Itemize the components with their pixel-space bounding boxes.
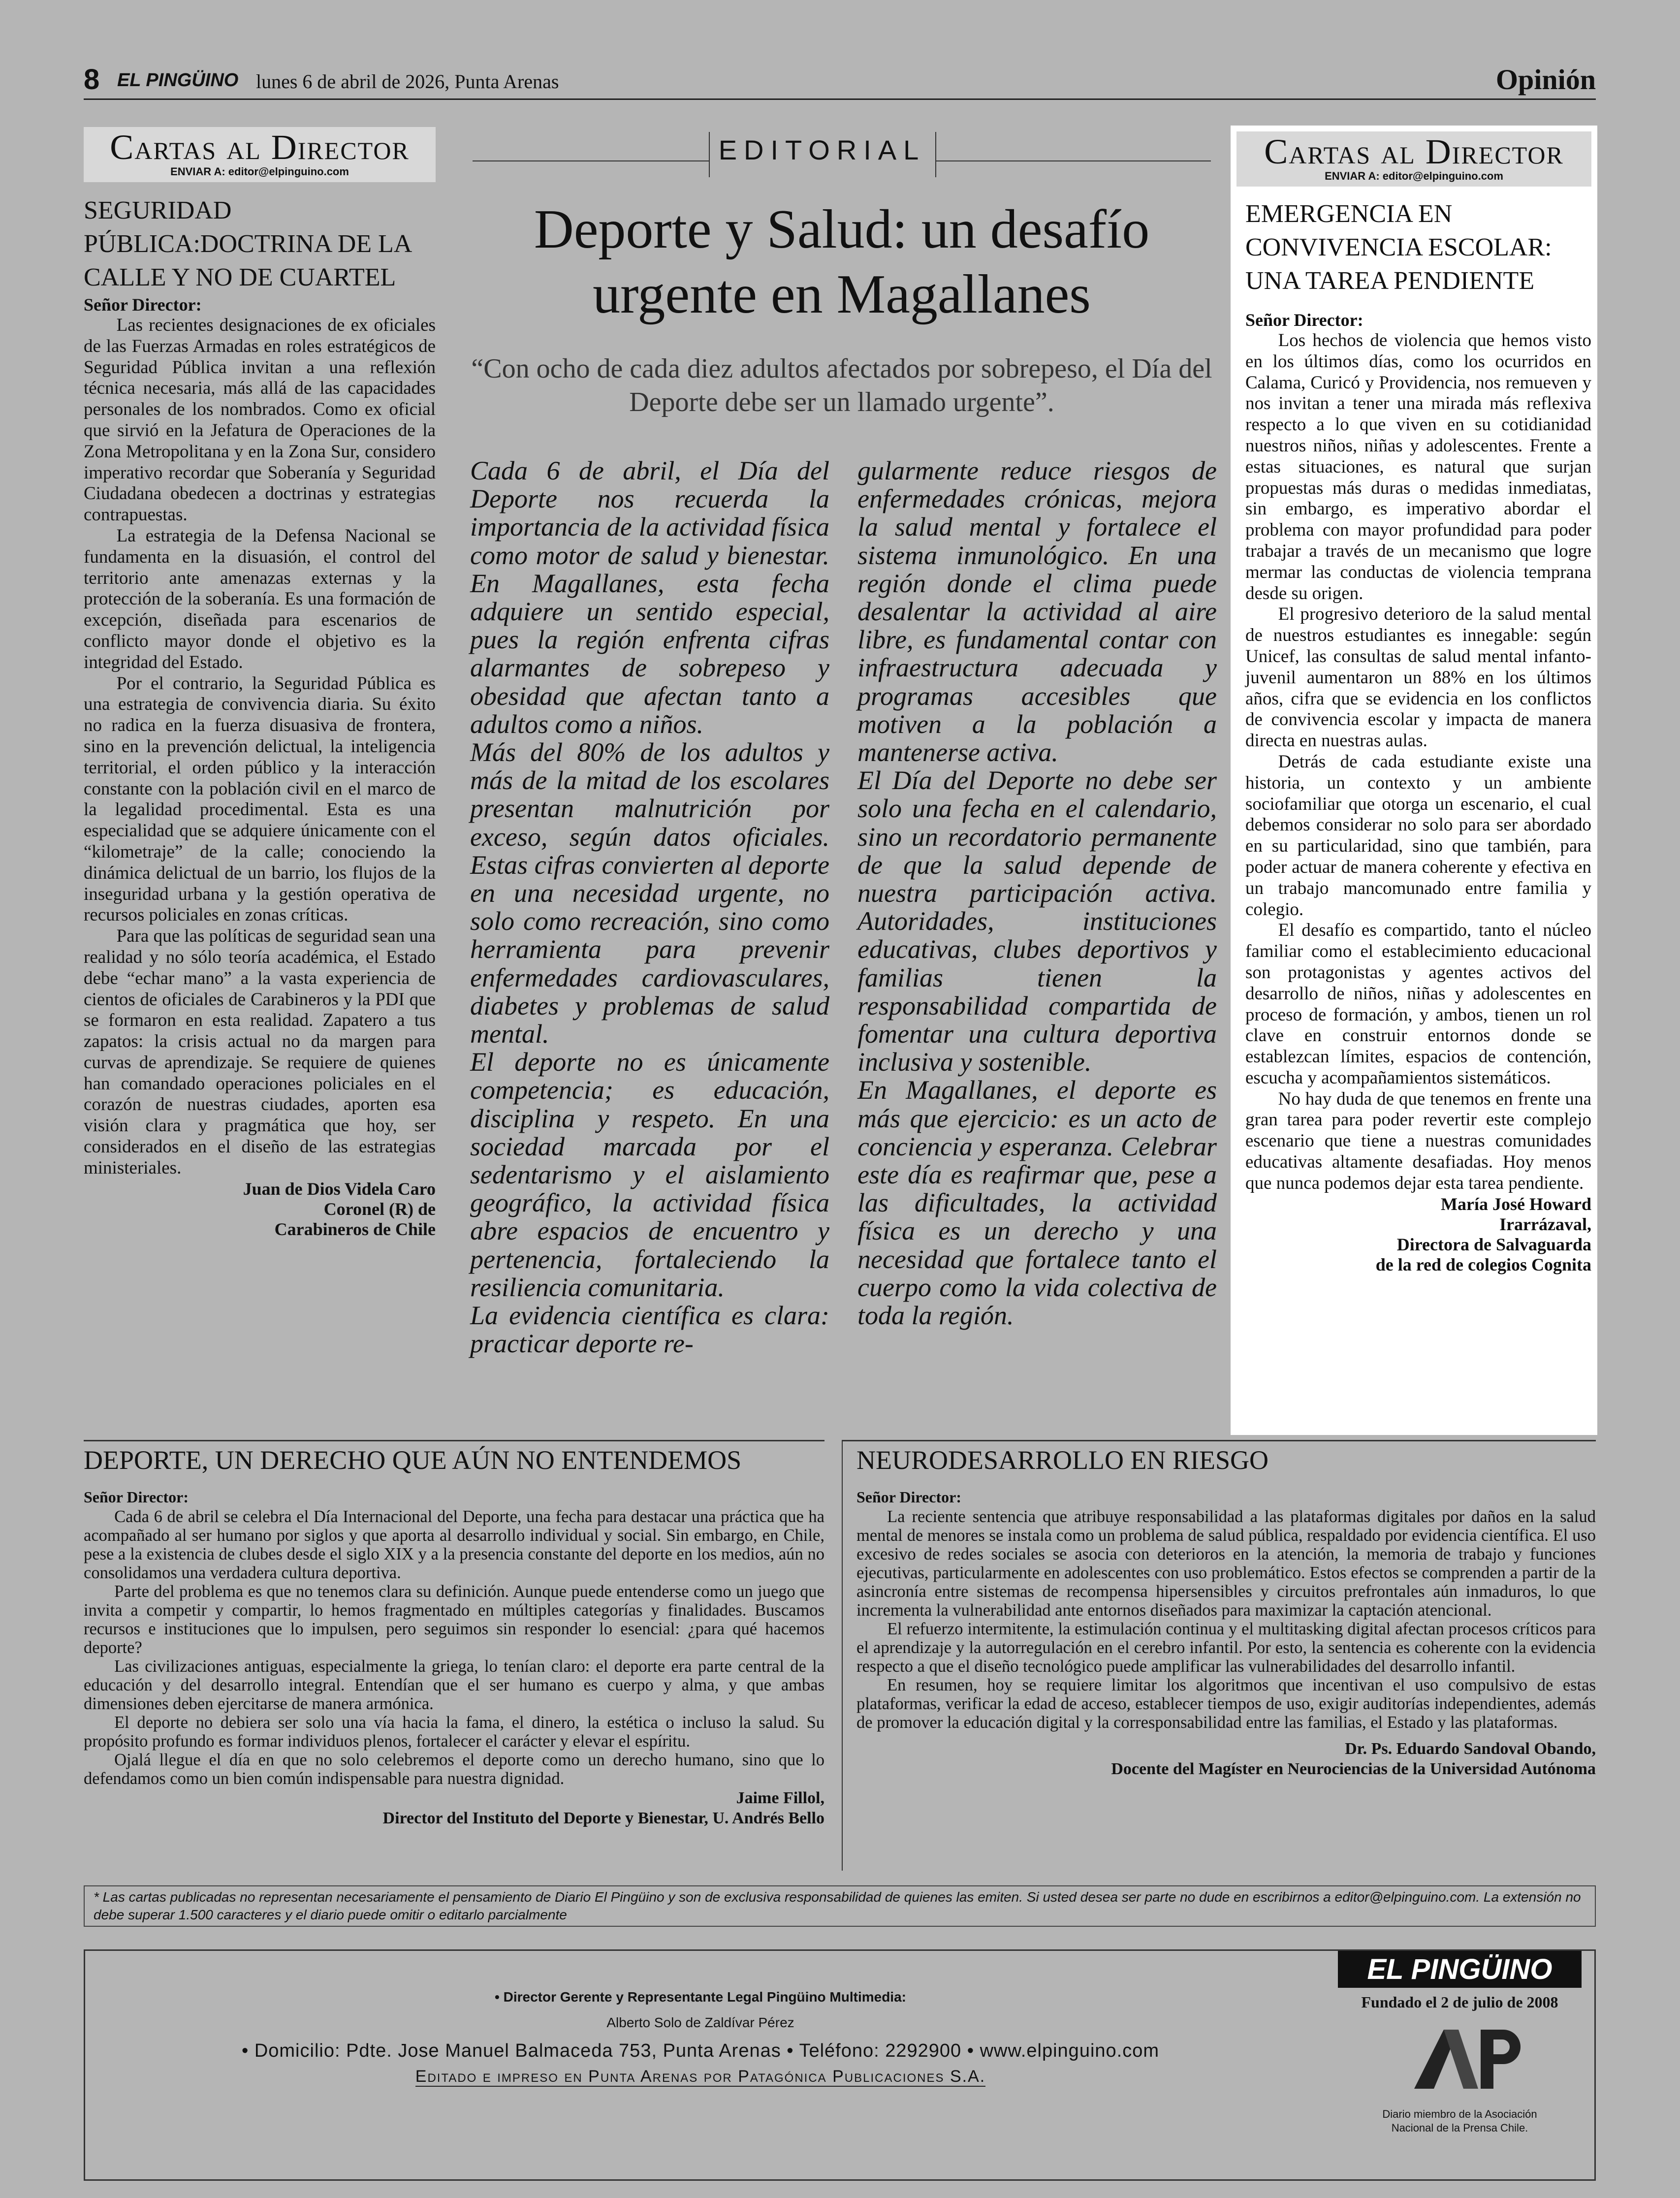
disclaimer: * Las cartas publicadas no representan necesariamente el pensamiento de Diario El Pingüino y son de exclusiva responsabilidad de quienes las emiten. Si usted desea ser parte no dude en escribirnos a editor@elpinguino.com. La extensión no debe superar 1.500 caracteres y el diario puede omitir o editarlo parcialmente — [84, 1885, 1596, 1927]
signature-line: Director del Instituto del Deporte y Bienestar, U. Andrés Bello — [382, 1809, 824, 1827]
paragraph: Cada 6 de abril se celebra el Día Internacional del Deporte, una fecha para destacar una práctica que ha acompañado al ser humano por siglos y que aporta al desarrollo individual y social. Sin embargo, en Chile, pese a la existencia de clubes desde el siglo XIX y a la presencia constante del deporte en los medios, aún no consolidamos una verdadera cultura deportiva. — [84, 1507, 824, 1582]
paragraph: Ojalá llegue el día en que no solo celebremos el deporte como un derecho humano, sino que lo defendamos como un bien común indispensable para nuestra dignidad. — [84, 1751, 824, 1788]
signature-line: Irarrázaval, — [1499, 1214, 1591, 1234]
paragraph: Las civilizaciones antiguas, especialmente la griega, lo tenían claro: el deporte era parte central de la educación y del desarrollo integral. Entendían que el ser humano es cuerpo y alma, y que ambas dimensiones deben ejercitarse de manera armónica. — [84, 1657, 824, 1713]
signature-line: Juan de Dios Videla Caro — [243, 1179, 436, 1199]
letter-title: SEGURIDAD PÚBLICA:DOCTRINA DE LA CALLE Y NO DE CUARTEL — [84, 196, 411, 291]
editorial-title: Deporte y Salud: un desafío urgente en Magallanes — [534, 199, 1150, 325]
signature — [84, 1179, 436, 1240]
letter-title: EMERGENCIA EN CONVIVENCIA ESCOLAR: UNA TAREA PENDIENTE — [1245, 200, 1552, 295]
footer-address: • Domicilio: Pdte. Jose Manuel Balmaceda 753, Punta Arenas • Teléfono: 2292900 • www.elpinguino.com — [241, 2040, 1160, 2061]
letter-body — [84, 315, 436, 1179]
salutation: Señor Director: — [1245, 310, 1363, 330]
header-logo: EL PINGÜINO — [117, 70, 239, 91]
paragraph: Las recientes designaciones de ex oficiales de las Fuerzas Armadas en roles estratégicos de Seguridad Pública invitan a una reflexión técnica necesaria, más allá de las capacidades personales de los nombrados. Como ex oficial que sirvió en la Jefatura de Operaciones de la Zona Metropolitana y en la Zona Sur, considero imperativo recordar que Soberanía y Seguridad Ciudadana obedecen a doctrinas y estrategias contrapuestas. — [84, 315, 436, 525]
founded-date: Fundado el 2 de julio de 2008 — [1361, 1993, 1558, 2011]
editorial-rule — [473, 160, 709, 161]
right-letter — [1231, 126, 1597, 1435]
letter-body — [856, 1507, 1596, 1732]
editorial-rule — [935, 160, 1211, 161]
paragraph: No hay duda de que tenemos en frente una gran tarea para poder revertir este complejo escenario que tiene a nuestras comunidades educativas altamente desafiadas. Hoy menos que nunca podemos dejar esta tarea pendiente. — [1245, 1088, 1591, 1193]
letter-title: NEURODESARROLLO EN RIESGO — [856, 1445, 1268, 1475]
editorial-label: EDITORIAL — [718, 134, 926, 165]
cartas-email: ENVIAR A: editor@elpinguino.com — [1325, 170, 1503, 182]
anp-caption-line: Nacional de la Prensa Chile. — [1391, 2122, 1528, 2134]
signature — [1245, 1194, 1591, 1275]
editorial-tick — [935, 132, 936, 177]
anp-logo-icon — [1404, 2025, 1522, 2094]
section-title: Opinión — [1495, 64, 1596, 96]
paragraph: En resumen, hoy se requiere limitar los algoritmos que incentivan el uso compulsivo de estas plataformas, verificar la edad de acceso, establecer tiempos de uso, exigir auditorías independientes, además de promover la educación digital y la corresponsabilidad entre las familias, el Estado y las plataformas. — [856, 1676, 1596, 1732]
paragraph: Por el contrario, la Seguridad Pública es una estrategia de convivencia diaria. Su éxito no radica en la fuerza disuasiva de frontera, sino en la prevención delictual, la inteligencia territorial, el orden público y la interacción constante con la población civil en el marco de la legalidad procedimental. Esta es una especialidad que se adquiere únicamente con el “kilometraje” de la calle; conociendo la dinámica delictual de un barrio, los flujos de la inseguridad urbana y la gestión operativa de recursos policiales en zonas críticas. — [84, 673, 436, 925]
paragraph: Parte del problema es que no tenemos clara su definición. Aunque puede entenderse como un juego que invita a competir y compartir, lo hemos fragmentado en múltiples categorías y finalidades. Buscamos recursos e instituciones que lo impulsen, pero seguimos sin responder lo esencial: ¿para qué hacemos deporte? — [84, 1582, 824, 1657]
editorial-column-1 — [470, 457, 829, 1358]
page-header — [84, 59, 1596, 100]
cartas-email: ENVIAR A: editor@elpinguino.com — [170, 165, 349, 178]
paragraph: Detrás de cada estudiante existe una historia, un contexto y un ambiente sociofamiliar que otorga un escenario, el cual debemos considerar no solo para ser abordado en su particularidad, sino que también, para poder actuar de manera coherente y efectiva en un trabajo mancomunado entre familia y colegio. — [1245, 751, 1591, 920]
signature-line: Docente del Magíster en Neurociencias de la Universidad Autónoma — [1111, 1760, 1596, 1778]
masthead-footer — [84, 1949, 1596, 2181]
signature-line: Coronel (R) de — [323, 1199, 436, 1219]
paragraph: Más del 80% de los adultos y más de la mitad de los escolares presentan malnutrición por exceso, según datos oficiales. Estas cifras convierten al deporte en una necesidad urgente, no solo como recreación, sino como herramienta para prevenir enfermedades cardiovasculares, diabetes y problemas de salud mental. — [470, 737, 829, 1049]
printed-by: Editado e impreso en Punta Arenas por Patagónica Publicaciones S.A. — [415, 2067, 986, 2086]
paragraph: La evidencia científica es clara: practicar deporte re- — [470, 1301, 829, 1359]
letter-body — [84, 1507, 824, 1788]
letter-body — [1245, 330, 1591, 1194]
director-label: • Director Gerente y Representante Legal Pingüino Multimedia: — [495, 1989, 906, 2005]
cartas-title: Cartas al Director — [110, 127, 410, 167]
signature-line: María José Howard — [1441, 1194, 1591, 1214]
letter-title: DEPORTE, UN DERECHO QUE AÚN NO ENTENDEMOS — [84, 1445, 742, 1475]
anp-logo — [1404, 2025, 1522, 2094]
paragraph: gularmente reduce riesgos de enfermedades crónicas, mejora la salud mental y fortalece el sistema inmunológico. En una región donde el clima puede desalentar la actividad al aire libre, es fundamental contar con infraestructura adecuada y programas accesibles que motiven a la población a mantenerse activa. — [857, 456, 1217, 767]
salutation: Señor Director: — [84, 295, 202, 315]
signature-line: Directora de Salvaguarda — [1396, 1234, 1591, 1254]
paragraph: El desafío es compartido, tanto el núcleo familiar como el establecimiento educacional son protagonistas y agentes activos del desarrollo de niños, niñas y adolescentes en proceso de formación, y ambos, tienen un rol clave en construir entornos donde se establezcan límites, espacios de contención, escucha y acompañamientos sistemáticos. — [1245, 920, 1591, 1088]
left-letter — [84, 127, 436, 1240]
paragraph: El Día del Deporte no debe ser solo una fecha en el calendario, sino un recordatorio permanente de que la salud depende de nuestra participación activa. Autoridades, instituciones educativas, clubes deportivos y familias tienen la responsabilidad compartida de fomentar una cultura deportiva inclusiva y sostenible. — [857, 765, 1217, 1077]
paragraph: El deporte no es únicamente competencia; es educación, disciplina y respeto. En una sociedad marcada por el sedentarismo y el aislamiento geográfico, la actividad física abre espacios de encuentro y pertenencia, fortaleciendo la resiliencia comunitaria. — [470, 1047, 829, 1302]
editorial-quote: “Con ocho de cada diez adultos afectados por sobrepeso, el Día del Deporte debe ser un llamado urgente”. — [471, 353, 1212, 417]
signature-line: Dr. Ps. Eduardo Sandoval Obando, — [1345, 1740, 1596, 1758]
paragraph: Para que las políticas de seguridad sean una realidad y no sólo teoría académica, el Estado debe “echar mano” a la vasta experiencia de cientos de oficiales de Carabineros y la PDI que se formaron en esta realidad. Zapatero a tus zapatos: la crisis actual no da margen para curvas de aprendizaje. Se requiere de quienes han comandado operaciones policiales en el corazón de nuestras ciudades, aporten esa visión clara y pragmática que hoy, ser considerados en el diseño de las estrategias ministeriales. — [84, 926, 436, 1178]
anp-caption-line: Diario miembro de la Asociación — [1382, 2108, 1537, 2120]
cartas-header-left — [84, 127, 436, 182]
signature — [84, 1788, 824, 1828]
signature-line: Carabineros de Chile — [274, 1219, 436, 1239]
paragraph: La estrategia de la Defensa Nacional se fundamenta en la disuasión, el control del territorio ante amenazas externas y la protección de la soberanía. Es una formación de excepción, diseñada para escenarios de conflicto mayor donde el objetivo es la integridad del Estado. — [84, 525, 436, 672]
signature-line: de la red de colegios Cognita — [1375, 1254, 1591, 1274]
paragraph: El refuerzo intermitente, la estimulación continua y el multitasking digital afectan procesos críticos para el aprendizaje y la autorregulación en el cerebro infantil. Por esto, la sentencia es coherente con la evidencia respecto a que el diseño tecnológico puede amplificar las vulnerabilidades del desarrollo infantil. — [856, 1620, 1596, 1676]
paragraph: El deporte no debiera ser solo una vía hacia la fama, el dinero, la estética o incluso la salud. Su propósito profundo es formar individuos plenos, fortalecer el carácter y elevar el espíritu. — [84, 1713, 824, 1751]
paragraph: El progresivo deterioro de la salud mental de nuestros estudiantes es innegable: según Unicef, las consultas de salud mental infanto-juvenil aumentaron un 88% en los últimos años, cifra que se evidencia en los conflictos de convivencia escolar y impacta de manera directa en nuestras aulas. — [1245, 604, 1591, 751]
paragraph: Cada 6 de abril, el Día del Deporte nos recuerda la importancia de la actividad física como motor de salud y bienestar. En Magallanes, esta fecha adquiere un sentido especial, pues la región enfrenta cifras alarmantes de sobrepeso y obesidad que afectan tanto a adultos como a niños. — [470, 456, 829, 739]
bottom-left-letter — [84, 1440, 824, 1876]
editorial-column-2 — [857, 457, 1217, 1330]
signature — [856, 1739, 1596, 1779]
anp-caption — [1338, 2107, 1582, 2135]
cartas-title: Cartas al Director — [1264, 132, 1564, 171]
paragraph: En Magallanes, el deporte es más que ejercicio: es un acto de conciencia y esperanza. Celebrar este día es reafirmar que, pese a las dificultades, la actividad física es un derecho y una necesidad que fortalece tanto el cuerpo como la vida colectiva de toda la región. — [857, 1075, 1217, 1331]
paragraph: Los hechos de violencia que hemos visto en los últimos días, como los ocurridos en Calama, Curicó y Providencia, nos remueven y nos invitan a tener una mirada más reflexiva respecto a lo que viven en su cotidianidad nuestros niños, niñas y adolescentes. Frente a estas situaciones, es natural que surjan propuestas más duras o medidas inmediatas, sin embargo, es imperativo abordar el problema con mayor profundidad para poder trabajar a través de un mecanismo que logre mermar las conductas de violencia temprana desde su origen. — [1245, 330, 1591, 604]
director-name: Alberto Solo de Zaldívar Pérez — [606, 2015, 794, 2030]
footer-printed — [85, 2067, 1316, 2086]
paragraph: La reciente sentencia que atribuye responsabilidad a las plataformas digitales por daños en la salud mental de menores se instala como un problema de salud pública, respaldado por evidencia científica. El uso excesivo de redes sociales se asocia con deterioros en la atención, la memoria de trabajo y funciones ejecutivas, particularmente en adolescentes con uso problemático. Estos efectos se comprenden a partir de la asincronía entre sistemas de recompensa hipersensibles y circuitos prefrontales aún inmaduros, lo que incrementa la vulnerabilidad ante entornos diseñados para maximizar la captación atencional. — [856, 1507, 1596, 1620]
salutation: Señor Director: — [84, 1488, 189, 1506]
signature-line: Jaime Fillol, — [736, 1789, 824, 1807]
header-date: lunes 6 de abril de 2026, Punta Arenas — [256, 70, 559, 93]
cartas-header-right — [1236, 131, 1591, 187]
footer-logo: EL PINGÜINO — [1338, 1951, 1582, 1988]
page-number: 8 — [84, 64, 100, 96]
bottom-right-letter — [842, 1440, 1596, 1871]
salutation: Señor Director: — [856, 1488, 961, 1506]
